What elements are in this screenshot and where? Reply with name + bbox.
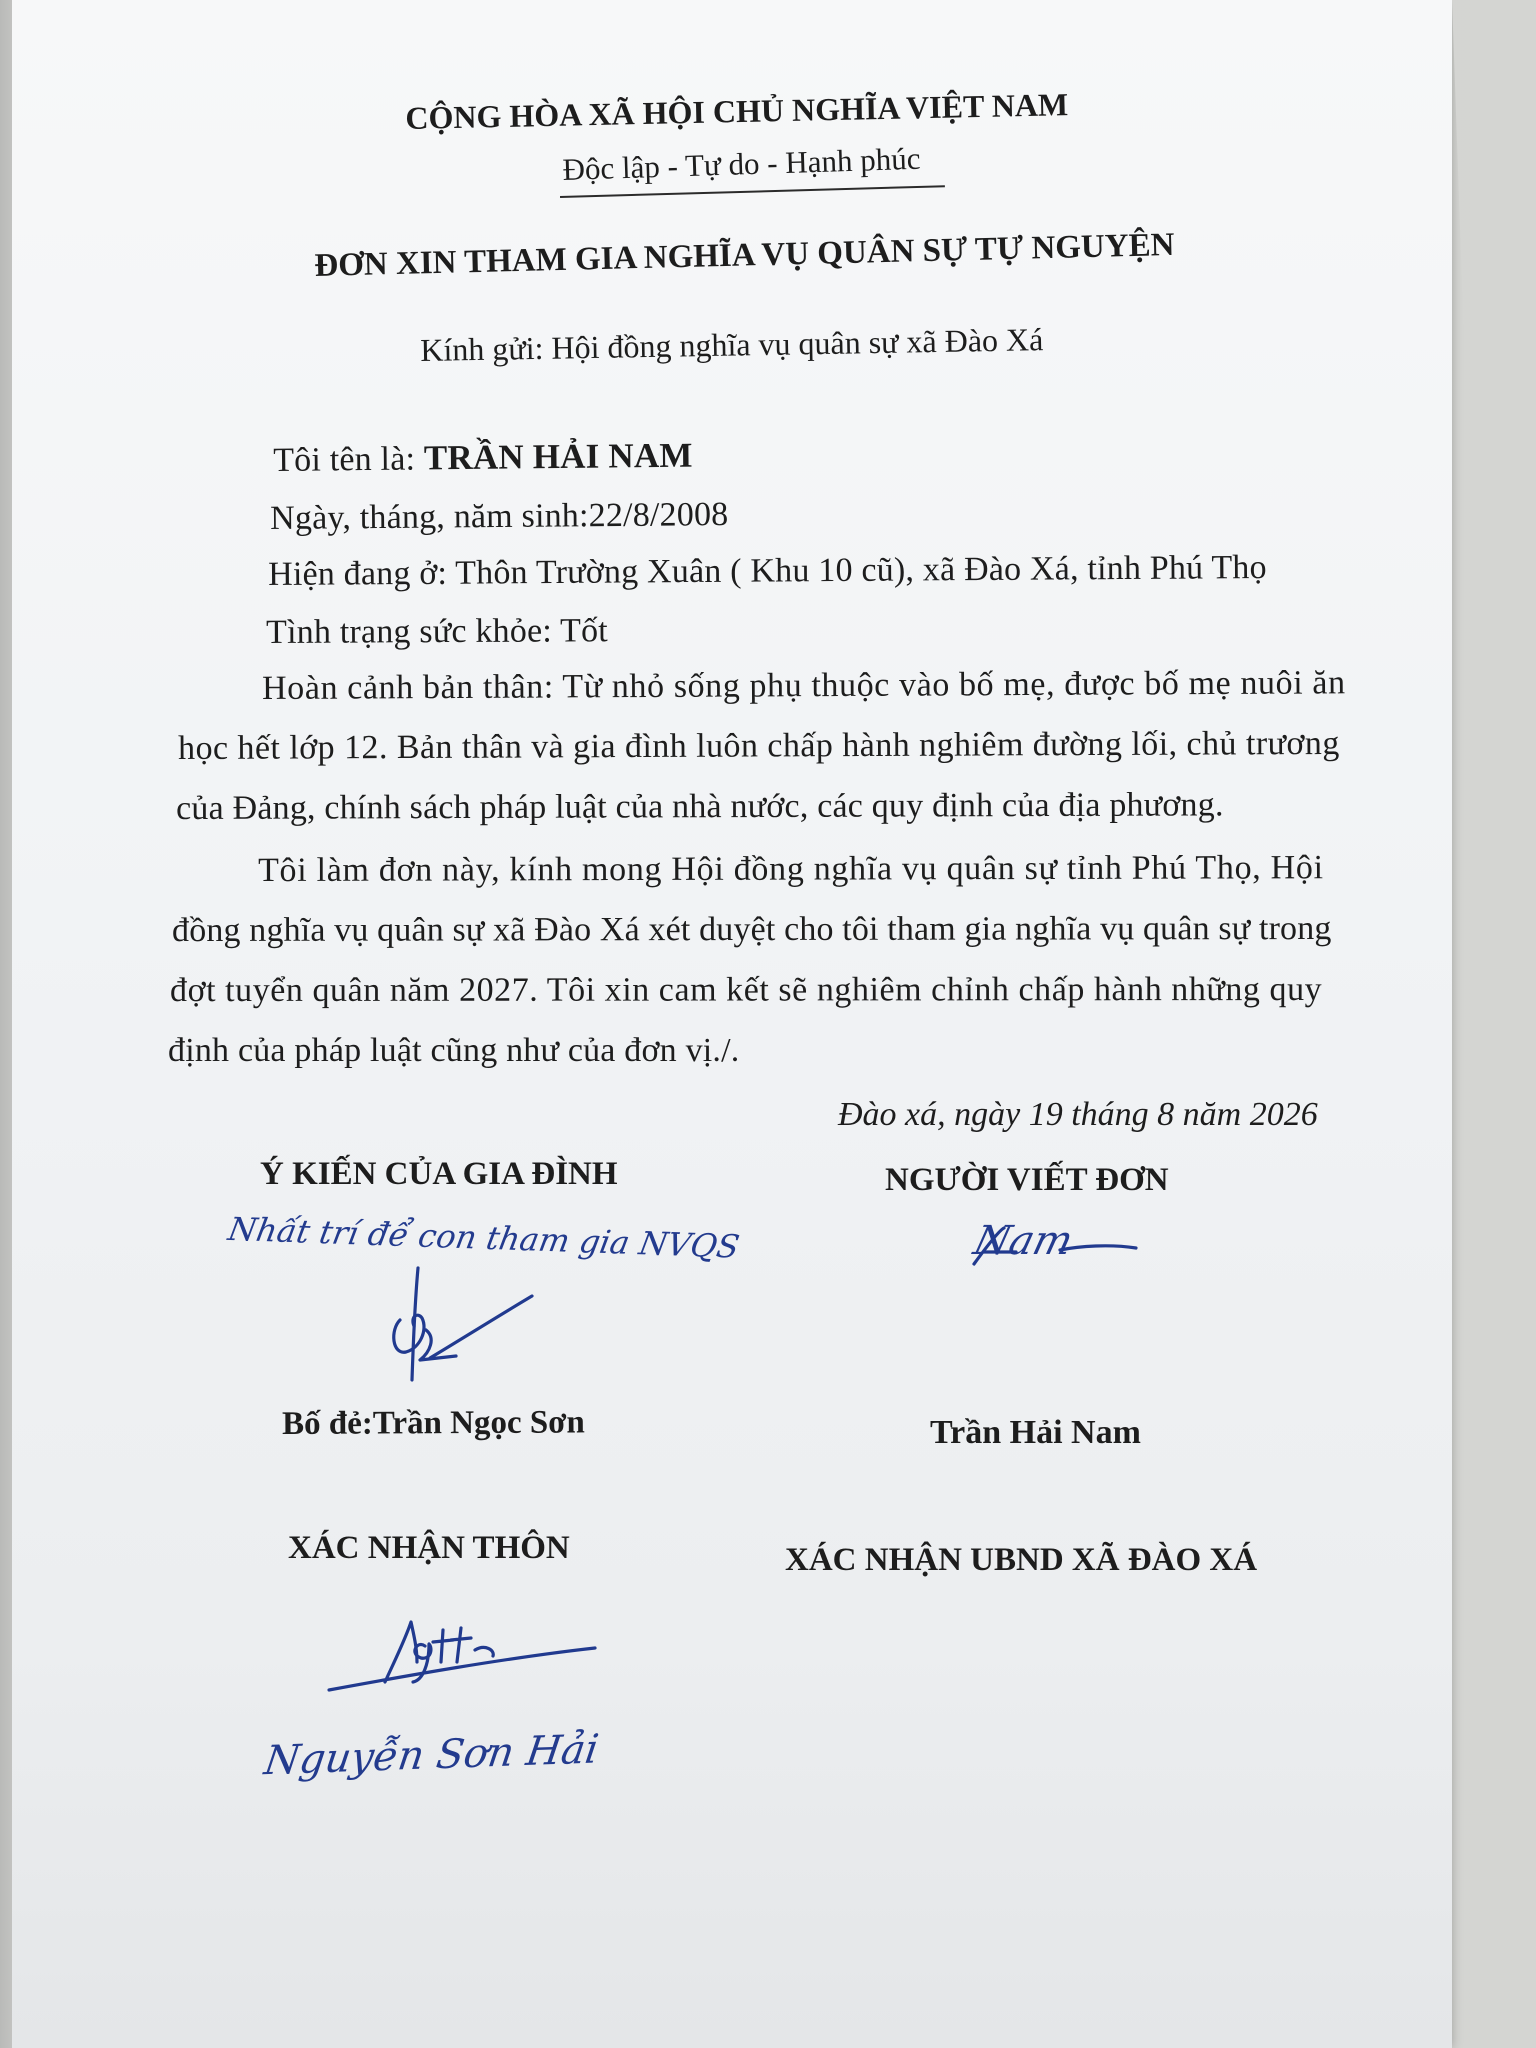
health-value: Tốt [559,612,608,650]
addressee: Kính gửi: Hội đồng nghĩa vụ quân sự xã Đào Xá [420,321,1044,368]
dob-value: 22/8/2008 [588,496,729,535]
dob-label: Ngày, tháng, năm sinh: [270,497,589,537]
address-value: Thôn Trường Xuân ( Khu 10 cũ), xã Đào Xá, tỉnh Phú Thọ [455,549,1267,592]
applicant-signature-flourish [970,1222,1140,1272]
motto: Độc lập - Tự do - Hạnh phúc [562,140,921,187]
request-line-4: định của pháp luật cũng như của đơn vị./. [168,1032,740,1069]
family-heading: Ý KIẾN CỦA GIA ĐÌNH [260,1156,618,1192]
request-line-1: Tôi làm đơn này, kính mong Hội đồng nghĩa vụ quân sự tỉnh Phú Thọ, Hội [258,849,1324,889]
father-line [282,1404,585,1443]
commune-confirm-heading: XÁC NHẬN UBND XÃ ĐÀO XÁ [785,1542,1258,1578]
family-handwritten-opinion: Nhất trí để con tham gia NVQS [225,1210,743,1266]
address-line [268,549,1267,594]
health-line [266,612,608,652]
applicant-sign-heading: NGƯỜI VIẾT ĐƠN [885,1162,1169,1198]
background-line-1: Hoàn cảnh bản thân: Từ nhỏ sống phụ thuộc vào bố mẹ, được bố mẹ nuôi ăn [262,664,1346,707]
village-handwritten-name: Nguyễn Sơn Hải [261,1726,602,1785]
dob-line [270,496,729,538]
place-date: Đào xá, ngày 19 tháng 8 năm 2026 [838,1096,1318,1133]
request-line-3: đợt tuyển quân năm 2027. Tôi xin cam kết sẽ nghiêm chỉnh chấp hành những quy [170,970,1323,1009]
background-line-2: học hết lớp 12. Bản thân và gia đình luôn chấp hành nghiêm đường lối, chủ trương [178,724,1340,767]
village-signature [325,1610,605,1700]
health-label: Tình trạng sức khỏe: [266,612,553,651]
address-label: Hiện đang ở: [268,554,448,593]
applicant-handwritten-signature: Nam [969,1218,1078,1264]
applicant-name: TRẦN HẢI NAM [423,435,693,478]
country-header: CỘNG HÒA XÃ HỘI CHỦ NGHĨA VIỆT NAM [405,86,1069,136]
father-signature [370,1260,540,1390]
name-line [273,436,693,480]
village-confirm-heading: XÁC NHẬN THÔN [288,1530,570,1566]
motto-underline [560,185,945,198]
background-line-3: của Đảng, chính sách pháp luật của nhà nước, các quy định của địa phương. [176,786,1224,827]
name-label: Tôi tên là: [273,440,416,479]
father-name: Trần Ngọc Sơn [372,1404,585,1442]
father-label: Bố đẻ: [282,1405,373,1442]
applicant-printed-name: Trần Hải Nam [930,1414,1141,1451]
document-title: ĐƠN XIN THAM GIA NGHĨA VỤ QUÂN SỰ TỰ NGUYỆN [314,226,1175,284]
request-line-2: đồng nghĩa vụ quân sự xã Đào Xá xét duyệt cho tôi tham gia nghĩa vụ quân sự trong [172,909,1332,949]
